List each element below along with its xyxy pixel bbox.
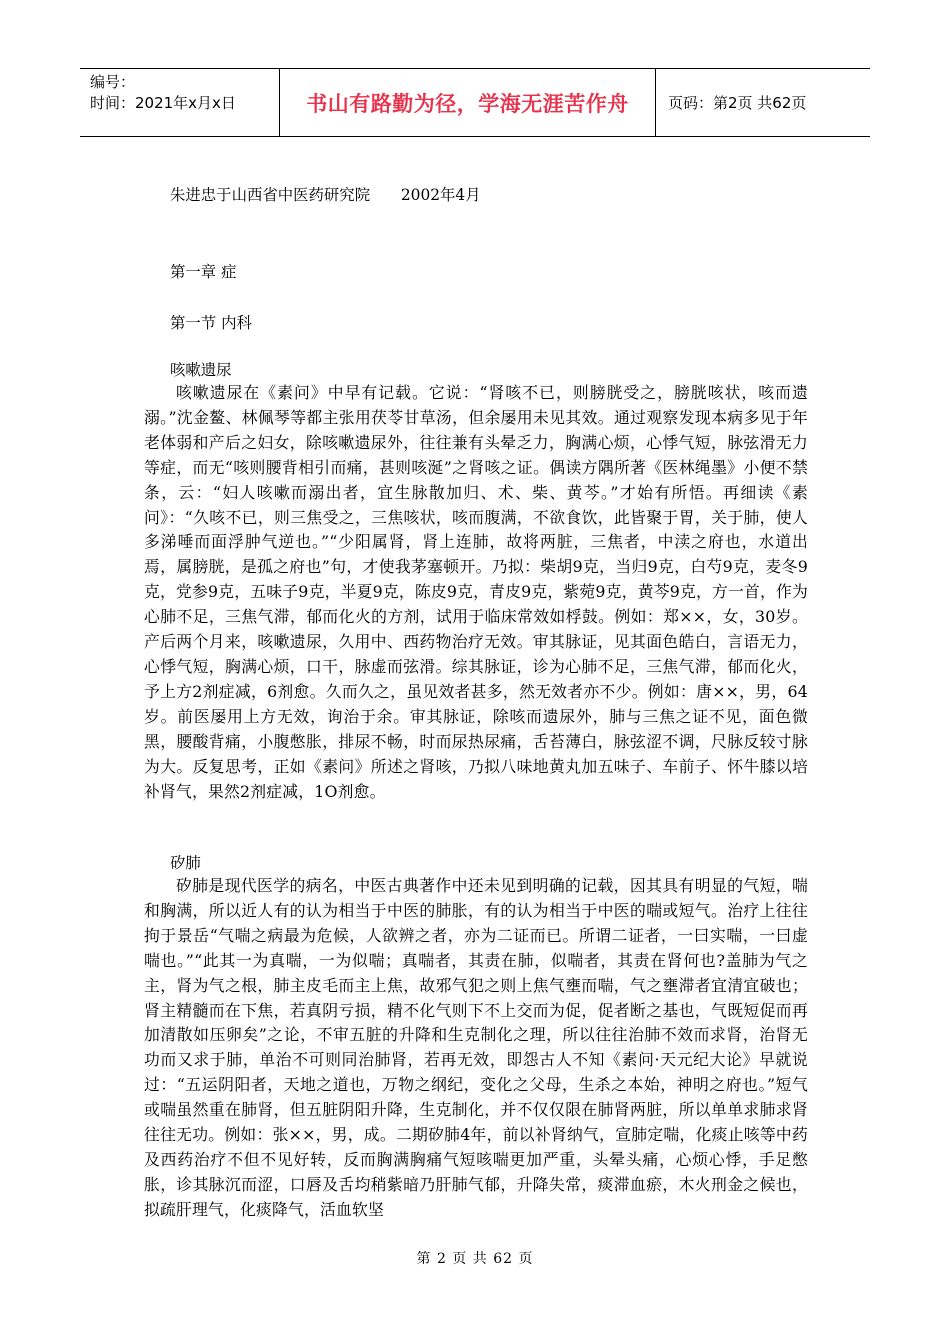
section-title: 第一节 内科 <box>170 314 252 332</box>
author-line: 朱进忠于山西省中医药研究院 2002年4月 <box>170 186 481 204</box>
header-meta <box>80 69 280 136</box>
document-date: 时间：2021年x月x日 <box>90 94 236 112</box>
topic-body-silicosis: 矽肺是现代医学的病名，中医古典著作中还未见到明确的记载，因其具有明显的气短，喘和胸满，所以近人有的认为相当于中医的肺胀，有的认为相当于中医的喘或短气。治疗上往往拘于景岳“气喘之病最为危候，人欲辨之者，亦为二证而已。所谓二证者，一曰实喘，一曰虚喘也。”“此其一为真喘，一为似喘；真喘者，其责在肺，似喘者，其责在肾何也?盖肺为气之主，肾为气之根，肺主皮毛而主上焦，故邪气犯之则上焦气壅而喘，气之壅滞者宜清宜破也；肾主精髓而在下焦，若真阴亏损，精不化气则下不上交而为促，促者断之基也，气既短促而再加清散如压卵矣”之论，不审五脏的升降和生克制化之理，所以往往治肺不效而求肾，治肾无功而又求于肺，单治不可则同治肺肾，若再无效，即怨古人不知《素问·天元纪大论》早就说过：“五运阴阳者，天地之道也，万物之纲纪，变化之父母，生杀之本始，神明之府也。”短气或喘虽然重在肺肾，但五脏阴阳升降，生克制化，并不仅仅限在肺肾两脏，所以单单求肺求肾往往无功。例如：张××，男，成。二期矽肺4年，前以补肾纳气，宣肺定喘，化痰止咳等中药及西药治疗不但不见好转，反而胸满胸痛气短咳喘更加严重，头晕头痛，心烦心悸，手足憋胀，诊其脉沉而涩，口唇及舌均稍紫暗乃肝肺气郁，升降失常，痰滞血瘀，木火刑金之候也，拟疏肝理气，化痰降气，活血软坚 <box>144 876 808 1219</box>
topic-title-cough-enuresis: 咳嗽遗尿 <box>170 361 232 379</box>
page-footer: 第 2 页 共 62 页 <box>416 1251 534 1267</box>
header-motto: 书山有路勤为径，学海无涯苦作舟 <box>280 69 656 136</box>
header-page-info: 页码：第2页 共62页 <box>668 94 807 112</box>
page-header <box>80 68 870 137</box>
chapter-title: 第一章 症 <box>170 263 237 281</box>
document-number-label: 编号： <box>90 73 136 91</box>
topic-body-cough-enuresis: 咳嗽遗尿在《素问》中早有记载。它说：“肾咳不已，则膀胱受之，膀胱咳状，咳而遗溺。”沈金鳌、林佩琴等都主张用茯苓甘草汤，但余屡用未见其效。通过观察发现本病多见于年老体弱和产后之妇女，除咳嗽遗尿外，往往兼有头晕乏力，胸满心烦，心悸气短，脉弦滑无力等症，而无“咳则腰背相引而痛，甚则咳涎”之肾咳之证。偶读方隅所著《医林绳墨》小便不禁条，云：“妇人咳嗽而溺出者，宜生脉散加归、术、柴、黄芩。”才始有所悟。再细读《素问》：“久咳不已，则三焦受之，三焦咳状，咳而腹满，不欲食饮，此皆聚于胃，关于肺，使人多涕唾而面浮肿气逆也。”“少阳属肾，肾上连肺，故将两脏，三焦者，中渎之府也，水道出焉，属膀胱，是孤之府也”句，才使我茅塞顿开。乃拟：柴胡9克，当归9克，白芍9克，麦冬9克，党参9克，五味子9克，半夏9克，陈皮9克，青皮9克，紫菀9克，黄芩9克，方一首，作为心肺不足，三焦气滞，郁而化火的方剂，试用于临床常效如桴鼓。例如：郑××，女，30岁。产后两个月来，咳嗽遗尿，久用中、西药物治疗无效。审其脉证，见其面色皓白，言语无力，心悸气短，胸满心烦，口干，脉虚而弦滑。综其脉证，诊为心肺不足，三焦气滞，郁而化火，予上方2剂症减，6剂愈。久而久之，虽见效者甚多，然无效者亦不少。例如：唐××，男，64岁。前医屡用上方无效，询治于余。审其脉证，除咳而遗尿外，肺与三焦之证不见，面色微黑，腰酸背痛，小腹憋胀，排尿不畅，时而尿热尿痛，舌苔薄白，脉弦涩不调，尺脉反较寸脉为大。反复思考，正如《素问》所述之肾咳，乃拟八味地黄丸加五味子、车前子、怀牛膝以培补肾气，果然2剂症减，1O剂愈。 <box>144 383 808 801</box>
topic-title-silicosis: 矽肺 <box>170 854 201 872</box>
